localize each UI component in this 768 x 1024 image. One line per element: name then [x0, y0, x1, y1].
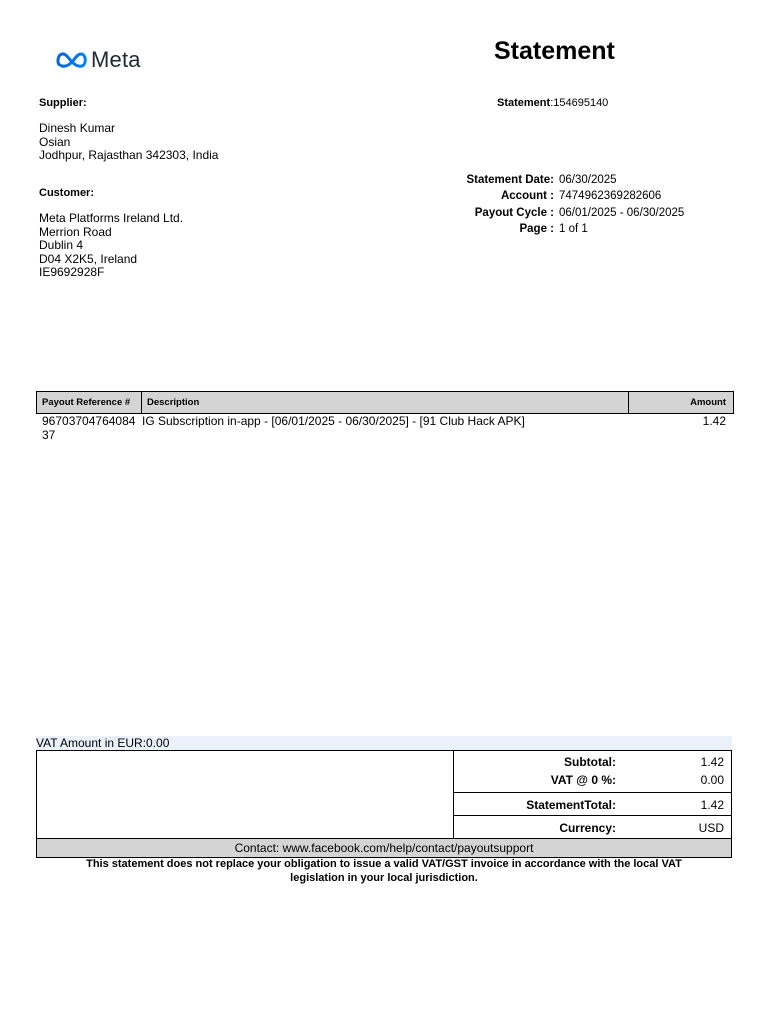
- totals-section-total: [454, 794, 732, 816]
- payout-amount: 1.42: [702, 414, 726, 428]
- currency-value: USD: [698, 820, 724, 835]
- table-row: [36, 414, 732, 442]
- customer-line: Meta Platforms Ireland Ltd.: [39, 211, 184, 225]
- meta-row-page: [440, 221, 684, 237]
- statement-meta: [440, 172, 684, 237]
- logo-text: Meta: [91, 47, 141, 72]
- vat-row: [454, 771, 732, 789]
- statement-total-value: 1.42: [700, 798, 724, 812]
- statement-number-value: :154695140: [550, 97, 609, 109]
- vat-notice: This statement does not replace your obligation to issue a valid VAT/GST invoice in accordance with the local VAT legislation in your local jurisdiction.: [86, 858, 682, 884]
- supplier-line: Dinesh Kumar: [39, 121, 116, 135]
- customer-label: Customer:: [39, 187, 95, 199]
- supplier-label: Supplier:: [39, 97, 87, 109]
- column-header-reference: Payout Reference #: [42, 397, 131, 408]
- currency-label: Currency:: [559, 820, 616, 835]
- statement-total-label: StatementTotal:: [526, 798, 616, 812]
- customer-address: [39, 212, 183, 280]
- meta-logo: [56, 46, 141, 74]
- supplier-address: [39, 122, 218, 163]
- meta-value: 06/01/2025 - 06/30/2025: [559, 206, 685, 219]
- meta-label: Page :: [519, 223, 554, 236]
- totals-section-currency: [454, 817, 732, 838]
- totals-box: [36, 750, 732, 839]
- payout-table: [36, 391, 734, 414]
- meta-label: Payout Cycle :: [474, 206, 554, 219]
- meta-label: Statement Date:: [466, 174, 554, 187]
- meta-row-account: [440, 188, 684, 204]
- totals-section-sub: [454, 753, 732, 793]
- meta-value: 7474962369282606: [559, 190, 662, 203]
- column-header-description: Description: [141, 392, 628, 413]
- statement-number-label: Statement: [497, 97, 551, 109]
- meta-row-payout-cycle: [440, 205, 684, 221]
- column-header-amount: Amount: [628, 392, 731, 413]
- customer-line: Merrion Road: [39, 224, 112, 239]
- supplier-line: Osian: [39, 134, 71, 149]
- meta-value: 06/30/2025: [559, 174, 617, 187]
- table-header: [37, 392, 733, 414]
- subtotal-row: [454, 753, 732, 771]
- statement-number: [497, 97, 608, 109]
- page-title: Statement: [494, 37, 615, 65]
- payout-description: IG Subscription in-app - [06/01/2025 - 06/30/2025] - [91 Club Hack APK]: [142, 414, 525, 428]
- currency-row: [454, 817, 732, 838]
- totals-panel: [453, 751, 732, 838]
- statement-total-row: [454, 794, 732, 816]
- supplier-line: Jodhpur, Rajasthan 342303, India: [39, 148, 219, 162]
- vat-amount: VAT Amount in EUR:0.00: [36, 736, 732, 750]
- vat-value: 0.00: [700, 773, 724, 787]
- customer-line: D04 X2K5, Ireland: [39, 251, 138, 266]
- subtotal-value: 1.42: [700, 755, 724, 769]
- meta-infinity-icon: [56, 50, 88, 70]
- contact-bar: Contact: www.facebook.com/help/contact/payoutsupport: [36, 839, 732, 858]
- meta-label: Account :: [500, 190, 554, 203]
- customer-line: IE9692928F: [39, 265, 105, 279]
- vat-label: VAT @ 0 %:: [550, 773, 616, 787]
- payout-reference: 9670370476408437: [42, 414, 136, 442]
- meta-value: 1 of 1: [559, 223, 588, 236]
- meta-row-statement-date: [440, 172, 684, 188]
- subtotal-label: Subtotal:: [564, 755, 616, 769]
- customer-line: Dublin 4: [39, 238, 84, 252]
